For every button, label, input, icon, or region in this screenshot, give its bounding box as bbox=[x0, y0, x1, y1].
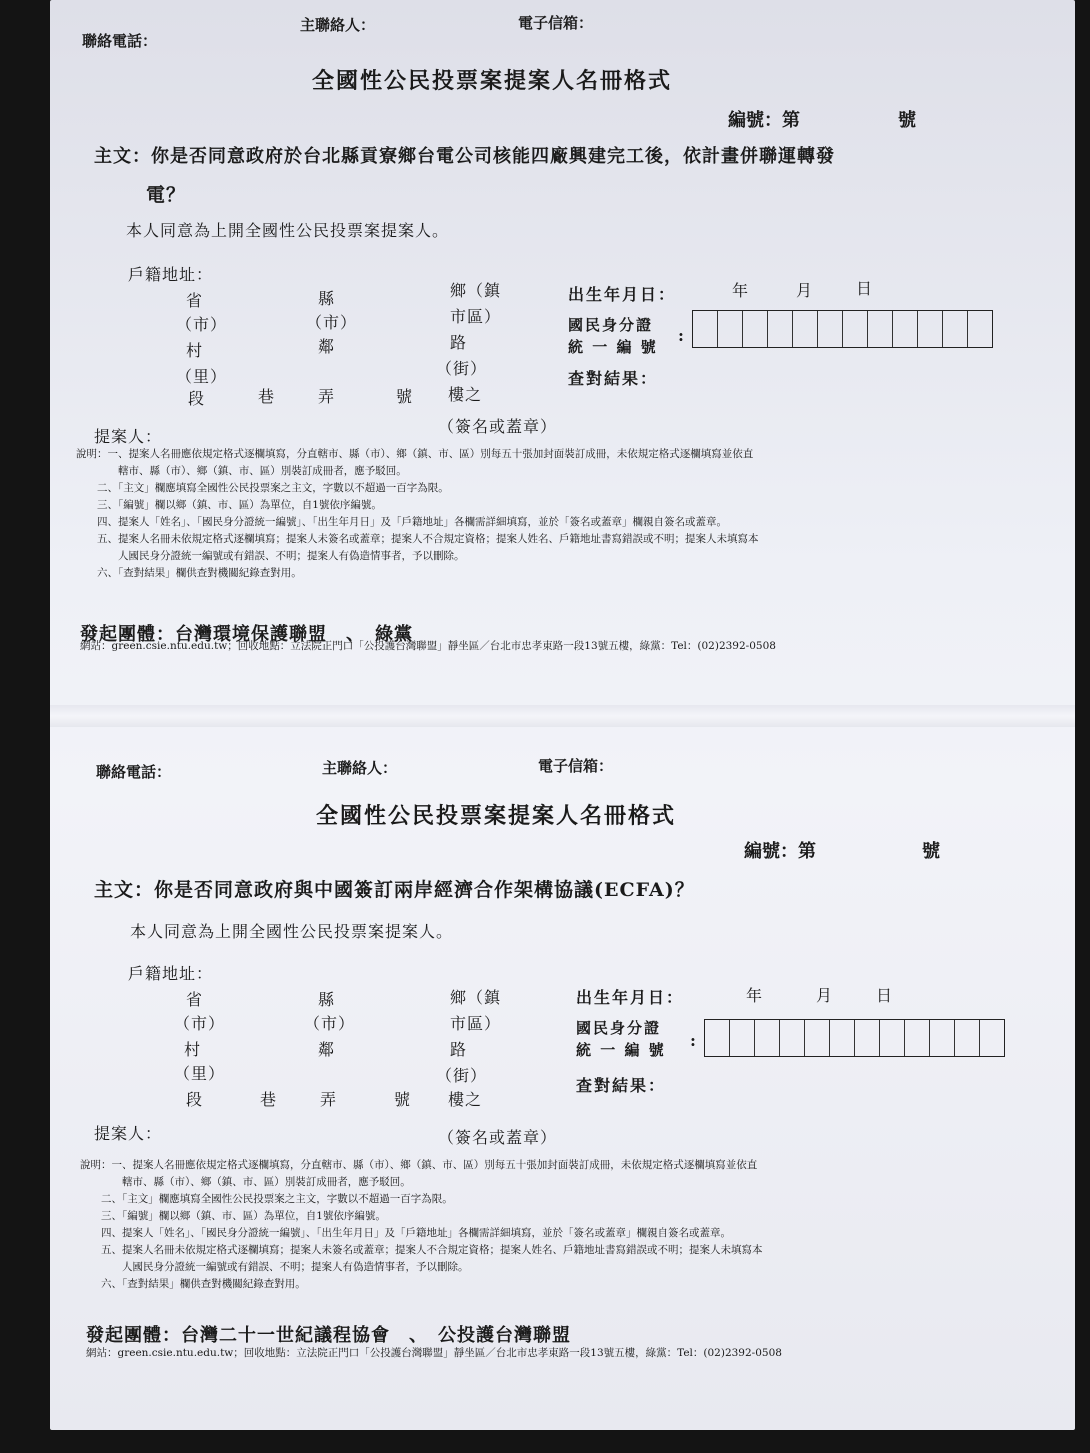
birth-day-label: 日 bbox=[856, 279, 874, 298]
id-digit-box[interactable] bbox=[730, 1020, 755, 1056]
form-title: 全國性公民投票案提案人名冊格式 bbox=[312, 68, 673, 94]
addr-shi-1: （市） bbox=[174, 1014, 226, 1033]
instruction-line: 六、「查對結果」欄供查對機關紀錄查對用。 bbox=[80, 1278, 306, 1290]
id-digit-box[interactable] bbox=[893, 311, 918, 347]
id-colon: : bbox=[690, 1031, 698, 1050]
subject-line-2: 電？ bbox=[146, 184, 187, 206]
addr-li: （里） bbox=[176, 367, 228, 386]
id-digit-box[interactable] bbox=[818, 311, 843, 347]
agree-statement: 本人同意為上開全國性公民投票案提案人。 bbox=[126, 221, 450, 240]
id-digit-box[interactable] bbox=[968, 311, 992, 347]
id-colon: : bbox=[678, 326, 686, 345]
birth-day-label: 日 bbox=[876, 986, 894, 1005]
addr-duan: 段 bbox=[188, 389, 206, 408]
instruction-line: 人國民身分證統一編號或有錯誤、不明；提案人有偽造情事者，予以刪除。 bbox=[80, 1261, 469, 1273]
addr-lou: 樓之 bbox=[448, 1090, 483, 1109]
household-address-label: 戶籍地址： bbox=[128, 964, 214, 983]
addr-lou: 樓之 bbox=[448, 385, 483, 404]
instruction-line: 二、「主文」欄應填寫全國性公民投票案之主文，字數以不超過一百字為限。 bbox=[76, 482, 449, 494]
email-label: 電子信箱： bbox=[518, 14, 594, 32]
addr-xiang: 鄉（鎮 bbox=[450, 988, 502, 1007]
id-digit-box[interactable] bbox=[868, 311, 893, 347]
addr-hao: 號 bbox=[394, 1090, 412, 1109]
contact-phone-label: 聯絡電話： bbox=[96, 763, 172, 781]
instruction-line: 三、「編號」欄以鄉（鎮、市、區）為單位，自1號依序編號。 bbox=[80, 1210, 386, 1222]
footer-contact: 網站：green.csie.ntu.edu.tw；回收地點：立法院正門口「公投護台灣聯盟」靜坐區／台北市忠孝東路一段13號五樓，綠黨：Tel：(02)2392-0508 bbox=[80, 640, 776, 652]
proposer-label: 提案人： bbox=[94, 1124, 163, 1143]
instruction-line: 轄市、縣（市）、鄉（鎮、市、區）別裝訂成冊者，應予駁回。 bbox=[76, 465, 407, 477]
addr-lin: 鄰 bbox=[318, 337, 336, 356]
addr-nong: 弄 bbox=[320, 1090, 338, 1109]
contact-phone-label: 聯絡電話： bbox=[82, 32, 158, 50]
id-number-boxes[interactable] bbox=[704, 1019, 1005, 1057]
id-number-label-1: 國民身分證 bbox=[576, 1019, 662, 1037]
email-label: 電子信箱： bbox=[538, 757, 614, 775]
addr-lu: 路 bbox=[450, 1040, 468, 1059]
id-digit-box[interactable] bbox=[793, 311, 818, 347]
organizer-line: 發起團體：台灣環境保護聯盟 、 綠黨 bbox=[80, 624, 413, 645]
id-number-label-2: 統 一 編 號 bbox=[576, 1041, 666, 1059]
petition-form-1 bbox=[50, 0, 1075, 700]
addr-jie: （街） bbox=[436, 359, 488, 378]
id-digit-box[interactable] bbox=[930, 1020, 955, 1056]
paper-sheet bbox=[50, 0, 1075, 1430]
signature-label: （簽名或蓋章） bbox=[438, 1128, 558, 1147]
agree-statement: 本人同意為上開全國性公民投票案提案人。 bbox=[130, 922, 454, 941]
check-result-label: 查對結果： bbox=[568, 369, 659, 388]
instruction-line: 三、「編號」欄以鄉（鎮、市、區）為單位，自1號依序編號。 bbox=[76, 499, 382, 511]
id-digit-box[interactable] bbox=[830, 1020, 855, 1056]
id-digit-box[interactable] bbox=[918, 311, 943, 347]
footer-contact: 網站：green.csie.ntu.edu.tw；回收地點：立法院正門口「公投護台灣聯盟」靜坐區／台北市忠孝東路一段13號五樓，綠黨：Tel：(02)2392-0508 bbox=[86, 1347, 782, 1359]
subject-line-1: 主文：你是否同意政府於台北縣貢寮鄉台電公司核能四廠興建完工後，依計畫併聯運轉發 bbox=[94, 146, 835, 167]
instruction-line: 說明：一、提案人名冊應依規定格式逐欄填寫，分直轄市、縣（市）、鄉（鎮、市、區）別每五十張加封面裝訂成冊，未依規定格式逐欄填寫並依直 bbox=[76, 448, 754, 460]
addr-cun: 村 bbox=[186, 341, 204, 360]
instruction-line: 二、「主文」欄應填寫全國性公民投票案之主文，字數以不超過一百字為限。 bbox=[80, 1193, 453, 1205]
id-digit-box[interactable] bbox=[955, 1020, 980, 1056]
id-digit-box[interactable] bbox=[943, 311, 968, 347]
instruction-line: 四、提案人「姓名」、「國民身分證統一編號」、「出生年月日」及「戶籍地址」各欄需詳細填寫，並於「簽名或蓋章」欄親自簽名或蓋章。 bbox=[80, 1227, 731, 1239]
id-number-boxes[interactable] bbox=[692, 310, 993, 348]
addr-nong: 弄 bbox=[318, 387, 336, 406]
addr-xiang-lane: 巷 bbox=[260, 1090, 278, 1109]
birth-date-label: 出生年月日： bbox=[576, 988, 685, 1007]
addr-sheng: 省 bbox=[186, 291, 204, 310]
instruction-line: 說明：一、提案人名冊應依規定格式逐欄填寫，分直轄市、縣（市）、鄉（鎮、市、區）別每五十張加封面裝訂成冊，未依規定格式逐欄填寫並依直 bbox=[80, 1159, 758, 1171]
check-result-label: 查對結果： bbox=[576, 1076, 667, 1095]
proposer-label: 提案人： bbox=[94, 427, 163, 446]
instruction-line: 轄市、縣（市）、鄉（鎮、市、區）別裝訂成冊者，應予駁回。 bbox=[80, 1176, 411, 1188]
instruction-line: 五、提案人名冊未依規定格式逐欄填寫；提案人未簽名或蓋章；提案人不合規定資格；提案人姓名、戶籍地址書寫錯誤或不明；提案人未填寫本 bbox=[80, 1244, 763, 1256]
birth-month-label: 月 bbox=[796, 281, 814, 300]
id-digit-box[interactable] bbox=[718, 311, 743, 347]
addr-lin: 鄰 bbox=[318, 1040, 336, 1059]
addr-xian: 縣 bbox=[318, 289, 336, 308]
id-digit-box[interactable] bbox=[755, 1020, 780, 1056]
instructions bbox=[80, 1157, 763, 1293]
id-number-label-2: 統 一 編 號 bbox=[568, 338, 658, 356]
addr-duan: 段 bbox=[186, 1090, 204, 1109]
organizer-line: 發起團體：台灣二十一世紀議程協會 、 公投護台灣聯盟 bbox=[86, 1325, 571, 1346]
id-digit-box[interactable] bbox=[768, 311, 793, 347]
addr-xiang-lane: 巷 bbox=[258, 387, 276, 406]
id-digit-box[interactable] bbox=[780, 1020, 805, 1056]
id-digit-box[interactable] bbox=[805, 1020, 830, 1056]
id-digit-box[interactable] bbox=[743, 311, 768, 347]
id-digit-box[interactable] bbox=[693, 311, 718, 347]
instructions bbox=[76, 446, 759, 582]
addr-cun: 村 bbox=[184, 1040, 202, 1059]
addr-xiang: 鄉（鎮 bbox=[450, 281, 502, 300]
id-digit-box[interactable] bbox=[705, 1020, 730, 1056]
fold-line bbox=[50, 705, 1075, 727]
addr-xian: 縣 bbox=[318, 990, 336, 1009]
id-digit-box[interactable] bbox=[905, 1020, 930, 1056]
petition-form-2 bbox=[50, 735, 1075, 1430]
id-digit-box[interactable] bbox=[855, 1020, 880, 1056]
addr-shi-2: （市） bbox=[306, 313, 358, 332]
instruction-line: 六、「查對結果」欄供查對機關紀錄查對用。 bbox=[76, 567, 302, 579]
addr-sheng: 省 bbox=[186, 990, 204, 1009]
instruction-line: 人國民身分證統一編號或有錯誤、不明；提案人有偽造情事者，予以刪除。 bbox=[76, 550, 465, 562]
instruction-line: 五、提案人名冊未依規定格式逐欄填寫；提案人未簽名或蓋章；提案人不合規定資格；提案人姓名、戶籍地址書寫錯誤或不明；提案人未填寫本 bbox=[76, 533, 759, 545]
main-contact-label: 主聯絡人： bbox=[322, 759, 398, 777]
instruction-line: 四、提案人「姓名」、「國民身分證統一編號」、「出生年月日」及「戶籍地址」各欄需詳細填寫，並於「簽名或蓋章」欄親自簽名或蓋章。 bbox=[76, 516, 727, 528]
addr-shi-1: （市） bbox=[176, 315, 228, 334]
addr-jie: （街） bbox=[436, 1066, 488, 1085]
subject-line-1: 主文：你是否同意政府與中國簽訂兩岸經濟合作架構協議(ECFA)？ bbox=[94, 879, 695, 901]
birth-date-label: 出生年月日： bbox=[568, 285, 677, 304]
household-address-label: 戶籍地址： bbox=[128, 265, 214, 284]
form-title: 全國性公民投票案提案人名冊格式 bbox=[316, 803, 677, 829]
main-contact-label: 主聯絡人： bbox=[300, 16, 376, 34]
birth-month-label: 月 bbox=[816, 986, 834, 1005]
id-digit-box[interactable] bbox=[843, 311, 868, 347]
serial-prefix: 編號：第 bbox=[728, 110, 800, 131]
birth-year-label: 年 bbox=[732, 281, 750, 300]
addr-shi-2: （市） bbox=[304, 1014, 356, 1033]
signature-label: （簽名或蓋章） bbox=[438, 417, 558, 436]
id-number-label-1: 國民身分證 bbox=[568, 316, 654, 334]
addr-hao: 號 bbox=[396, 387, 414, 406]
addr-lu: 路 bbox=[450, 333, 468, 352]
serial-suffix: 號 bbox=[898, 110, 916, 131]
addr-shiqu: 市區） bbox=[450, 307, 502, 326]
id-digit-box[interactable] bbox=[980, 1020, 1004, 1056]
serial-prefix: 編號：第 bbox=[744, 841, 816, 862]
addr-li: （里） bbox=[174, 1064, 226, 1083]
addr-shiqu: 市區） bbox=[450, 1014, 502, 1033]
birth-year-label: 年 bbox=[746, 986, 764, 1005]
serial-suffix: 號 bbox=[922, 841, 940, 862]
id-digit-box[interactable] bbox=[880, 1020, 905, 1056]
